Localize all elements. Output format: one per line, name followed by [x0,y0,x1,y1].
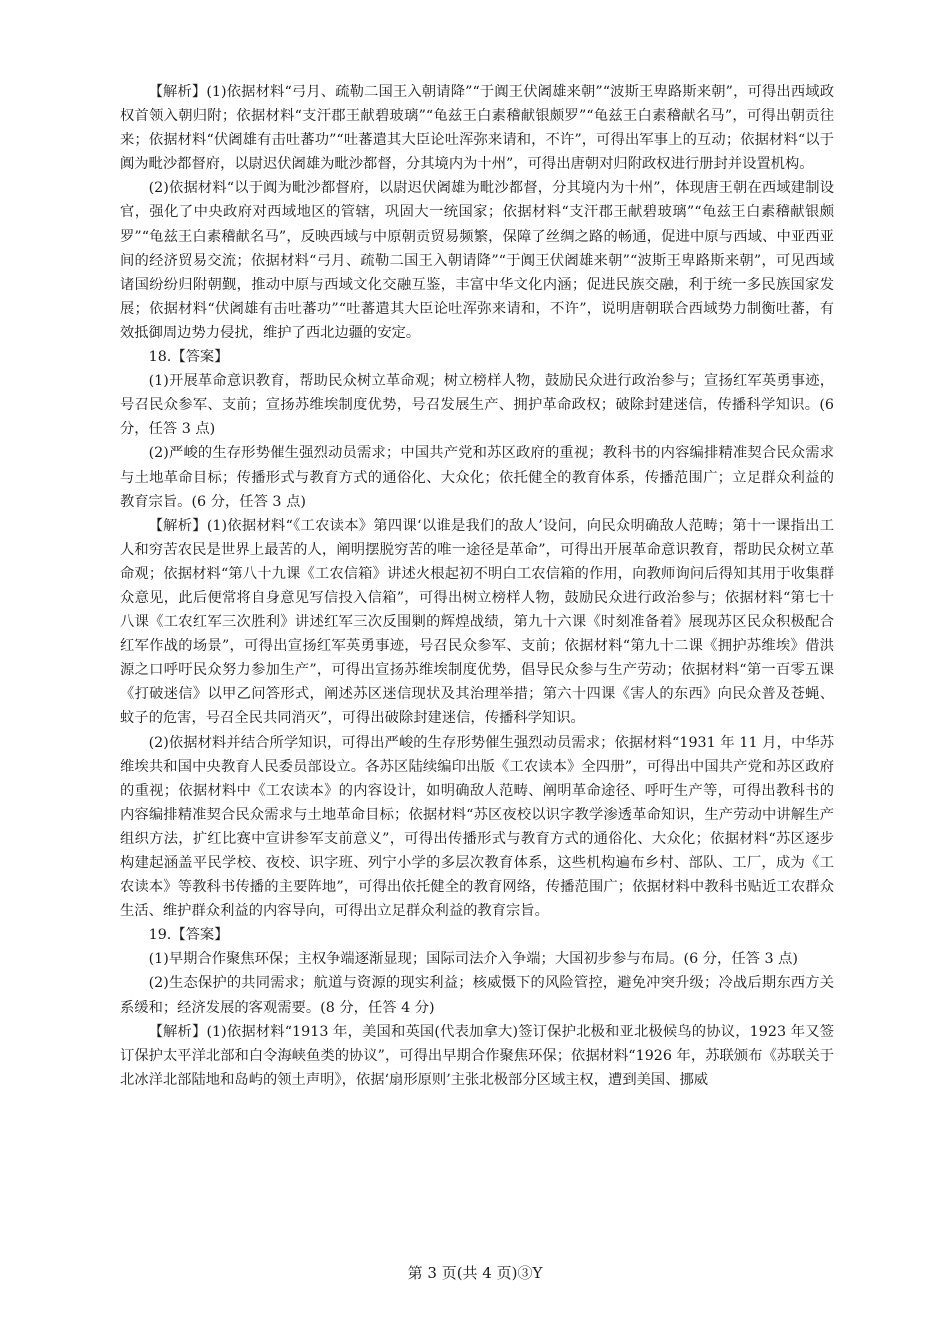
paragraph-19-analysis-1: 【解析】(1)依据材料“1913 年，美国和英国(代表加拿大)签订保护北极和亚北极候鸟的协议，1923 年又签订保护太平洋北部和白令海峡鱼类的协议”，可得出早期合作聚焦环保；依据材料“1926 年，苏联颁布《苏联关于北冰洋北部陆地和岛屿的领土声明》，依据‘扇形原则’主张北极部分区域主权，遭到美国、挪威 [120,1023,834,1088]
paragraph-17-analysis-1: 【解析】(1)依据材料“弓月、疏勒二国王入朝请降”“于阗王伏阇雄来朝”“波斯王卑路斯来朝”，可得出西域政权首领入朝归附；依据材料“支汗郡王献碧玻璃”“龟兹王白素稽献银颇罗”“龟兹王白素稽献名马”，可得出朝贡往来；依据材料“伏阇雄有击吐蕃功”“吐蕃遣其大臣论吐浑弥来请和，不许”，可得出军事上的互动；依据材料“以于阗为毗沙都督府，以尉迟伏阇雄为毗沙都督，分其境内为十州”，可得出唐朝对归附政权进行册封并设置机构。 [120,84,834,173]
page-footer: 第 3 页(共 4 页)③Y [407,1264,543,1282]
paragraph-17-analysis-2: (2)依据材料“以于阗为毗沙都督府，以尉迟伏阇雄为毗沙都督，分其境内为十州”，体现唐王朝在西域建制设官，强化了中央政府对西域地区的管辖，巩固大一统国家；依据材料“支汗郡王献碧玻璃”“龟兹王白素稽献银颇罗”“龟兹王白素稽献名马”，反映西域与中原朝贡贸易频繁，保障了丝绸之路的畅通，促进中原与西域、中亚西亚间的经济贸易交流；依据材料“弓月、疏勒二国王入朝请降”“于阗王伏阇雄来朝”“波斯王卑路斯来朝”，可见西域诸国纷纷归附朝觐，推动中原与西域文化交融互鉴，丰富中华文化内涵；促进民族交融，利于统一多民族国家发展；依据材料“伏阇雄有击吐蕃功”“吐蕃遣其大臣论吐浑弥来请和，不许”，说明唐朝联合西域势力制衡吐蕃，有效抵御周边势力侵扰，维护了西北边疆的安定。 [120,180,834,341]
paragraph-19-answer-2: (2)生态保护的共同需求；航道与资源的现实利益；核威慑下的风险管控，避免冲突升级；冷战后期东西方关系缓和；经济发展的客观需要。(8 分，任答 4 分) [120,975,834,1016]
paragraph-18-analysis-2: (2)依据材料并结合所学知识，可得出严峻的生存形势催生强烈动员需求；依据材料“1931 年 11 月，中华苏维埃共和国中央教育人民委员部设立。各苏区陆续编印出版《工农读本》全四册”，可得出中国共产党和苏区政府的重视；依据材料中《工农读本》的内容设计，如明确敌人范畴、阐明革命途径、呼吁生产等，可得出教科书的内容编排精准契合民众需求与土地革命目标；依据材料“苏区夜校以识字教学渗透革命知识，生产劳动中讲解生产组织方法，扩红比赛中宣讲参军支前意义”，可得出传播形式与教育方式的通俗化、大众化；依据材料“苏区逐步构建起涵盖平民学校、夜校、识字班、列宁小学的多层次教育体系，这些机构遍布乡村、部队、工厂，成为《工农读本》等教科书传播的主要阵地”，可得出依托健全的教育网络，传播范围广；依据材料中教科书贴近工农群众生活、维护群众利益的内容导向，可得出立足群众利益的教育宗旨。 [120,734,834,920]
paragraph-18-analysis-1: 【解析】(1)依据材料“《工农读本》第四课‘以谁是我们的敌人’设问，向民众明确敌人范畴；第十一课指出工人和穷苦农民是世界上最苦的人，阐明摆脱穷苦的唯一途径是革命”，可得出开展革命意识教育，帮助民众树立革命观；依据材料“第八十九课《工农信箱》讲述火根起初不明白工农信箱的作用，向教师询问后得知其用于收集群众意见，此后便常将自身意见写信投入信箱”，可得出树立榜样人物，鼓励民众进行政治参与；依据材料“第七十八课《工农红军三次胜利》讲述红军三次反围剿的辉煌战绩，第九十六课《时刻准备着》展现苏区民众积极配合红军作战的场景”，可得出宣扬红军英勇事迹，号召民众参军、支前；依据材料“第九十二课《拥护苏维埃》借洪源之口呼吁民众努力参加生产”，可得出宣扬苏维埃制度优势，倡导民众参与生产劳动；依据材料“第一百零五课《打破迷信》以甲乙问答形式，阐述苏区迷信现状及其治理举措；第六十四课《害人的东西》向民众普及苍蝇、蚊子的危害，号召全民共同消灭”，可得出破除封建迷信，传播科学知识。 [120,517,834,727]
paragraph-19-answer-1: (1)早期合作聚焦环保；主权争端逐渐显现；国际司法介入争端；大国初步参与布局。(6 分，任答 3 点) [148,951,798,968]
question-19-answer-heading: 19.【答案】 [148,927,229,944]
paragraph-18-answer-2: (2)严峻的生存形势催生强烈动员需求；中国共产党和苏区政府的重视；教科书的内容编排精准契合民众需求与土地革命目标；传播形式与教育方式的通俗化、大众化；依托健全的教育体系，传播范围广；立足群众利益的教育宗旨。(6 分，任答 3 点) [120,445,834,510]
document-body [120,80,834,1092]
question-18-answer-heading: 18.【答案】 [148,349,229,366]
paragraph-18-answer-1: (1)开展革命意识教育，帮助民众树立革命观；树立榜样人物，鼓励民众进行政治参与；宣扬红军英勇事迹，号召民众参军、支前；宣扬苏维埃制度优势，号召发展生产、拥护革命政权；破除封建迷信，传播科学知识。(6 分，任答 3 点) [120,373,834,438]
